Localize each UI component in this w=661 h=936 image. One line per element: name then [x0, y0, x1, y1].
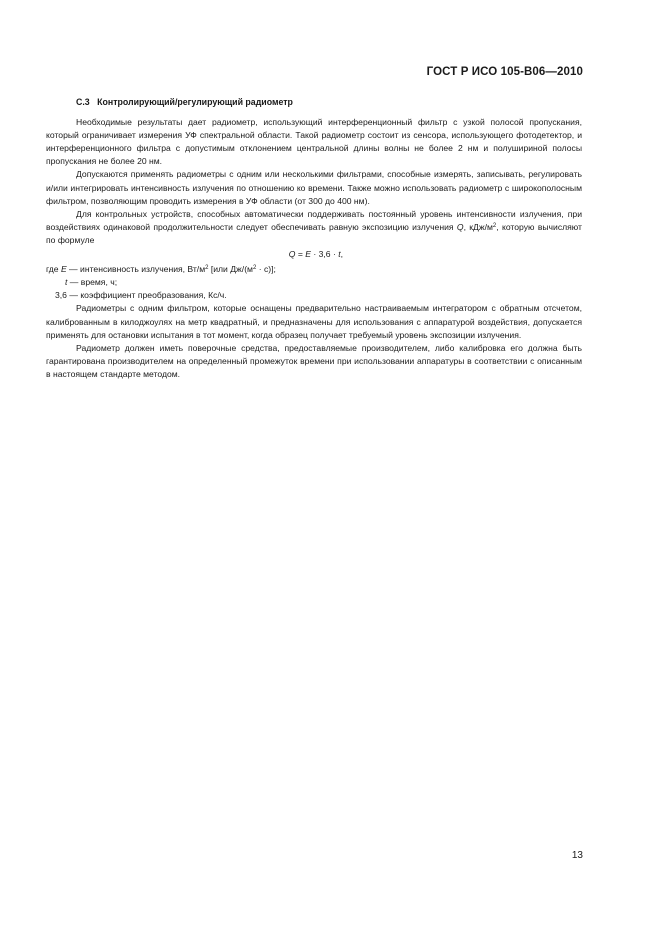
definition-coefficient: 3,6 — коэффициент преобразования, Кс/ч. — [55, 290, 227, 301]
paragraph-5: Радиометр должен иметь поверочные средства, предоставляемые производителем, либо калибровка его должна быть гарантирована производителем на определенный промежуток времени при использовании аппаратуры в соответствии с описанным в настоящем стандарте методом. — [46, 342, 582, 379]
paragraph-2: Допускаются применять радиометры с одним или несколькими фильтрами, способные измерять, записывать, регулировать и/или интегрировать интенсивность излучения по отношению ко времени. Также можно использовать радиометр с широкополосным фильтром, позволяющим проводить измерения в УФ области (от 300 до 400 нм). — [46, 169, 582, 206]
definition-t: t — время, ч; — [65, 277, 118, 288]
document-header: ГОСТ Р ИСО 105-В06—2010 — [426, 66, 583, 78]
definition-e: где E — интенсивность излучения, $Вт/м^2$ [или $Дж/(м^2 \cdot с)$]; — [46, 264, 276, 275]
paragraph-4: Радиометры с одним фильтром, которые оснащены предварительно настраиваемым интегратором с обратным отсчетом, калиброванным в килоджоулях на метр квадратный, и предназначены для использования с аппаратурой воздействия, допускается применять для остановки испытания в тот момент, когда образец получает требуемый уровень экспозиции излучения. — [46, 303, 582, 340]
section-heading — [46, 96, 582, 109]
paragraph-1: Необходимые результаты дает радиометр, использующий интерференционный фильтр с узкой полосой пропускания, который ограничивает измерения УФ спектральной области. Такой радиометр состоит из сенсора, использующего фотодетектор, и интерференционного фильтра с допустимым отклонением центральной длины волны не более 2 нм и полушириной полосы пропускания не более 20 нм. — [46, 117, 582, 167]
section-number: С.3 — [76, 97, 90, 107]
section-title: Контролирующий/регулирующий радиометр — [97, 97, 293, 107]
page-content — [46, 96, 582, 381]
formula: Q = E · 3,6 · t, — [288, 249, 343, 260]
page-number: 13 — [571, 850, 583, 861]
paragraph-3: Для контрольных устройств, способных автоматически поддерживать постоянный уровень интенсивности излучения, при воздействиях одинаковой продолжительности следует обеспечивать равную экспозицию излучения Q, кДж/$м^2$, которую вычисляют по формуле — [46, 208, 582, 245]
